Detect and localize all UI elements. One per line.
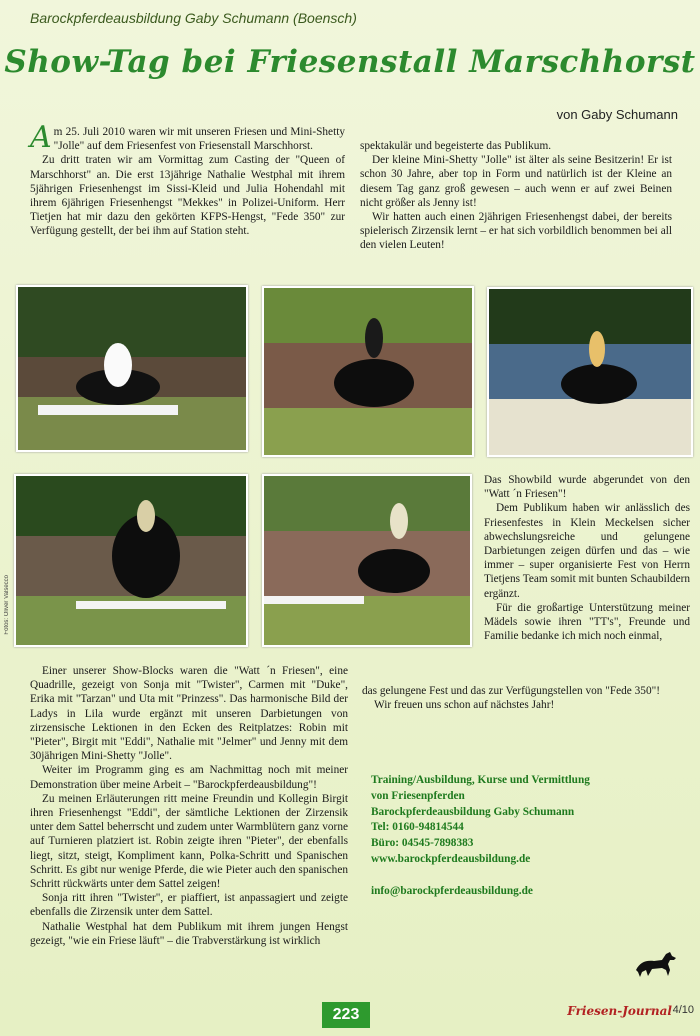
- right-mid-paragraph-4: das gelungene Fest und das zur Verfügungstellen von "Fede 350"!: [362, 685, 660, 697]
- intro-paragraph-2: Zu dritt traten wir am Vormittag zum Casting der "Queen of Marschhorst" an. Die erst 13jährige Nathalie Westphal mit ihrem 5jährigen Friesenhengst im Sissi-Kleid und Julia Hohendahl mit ihrem 6jährigen Friesenhengst "Mekkes" in Polizei-Uniform. Herr Tietjen hat mir dazu den gekörten KFPS-Hengst, "Fede 350" zur Verfügung gestellt, der bei ihm auf Station steht.: [30, 154, 345, 238]
- body-paragraph-5: Nathalie Westphal hat dem Publikum mit ihrem jungen Hengst gezeigt, "wie ein Friese läuft" – die Trabverstärkung ist wirklich: [30, 920, 348, 947]
- photo-blonde-rider-black-horse: [487, 287, 693, 457]
- horse-silhouette-icon: [632, 948, 682, 978]
- left-body-column: [30, 664, 348, 948]
- page-number: 223: [322, 1002, 370, 1028]
- intro-right-paragraph-2: Der kleine Mini-Shetty "Jolle" ist älter als seine Besitzerin! Er ist schon 30 Jahre, aber top in Form und natürlich ist der Kleine an diesem Tag ganz groß gewesen – auch wenn er auf zwei Beinen nicht größer als Jenny ist!: [360, 154, 672, 209]
- right-mid-paragraph-2: Dem Publikum haben wir anlässlich des Friesenfestes in Klein Meckelsen sicher abwechslungsreiche und gelungene Darbietungen zeigen dürfen und das – wie immer – super organisierte Fest von Herrn Tietjens Team somit mit bunten Schaubildern ergänzt.: [484, 502, 690, 600]
- right-middle-inline: [362, 684, 690, 712]
- intro-right-paragraph-1: spektakulär und begeisterte das Publikum.: [360, 140, 552, 152]
- intro-right-paragraph-3: Wir hatten auch einen 2jährigen Friesenhengst dabei, der bereits spielerisch Zirzensik lernt – er hat sich vorbildlich benommen bei all den vielen Leuten!: [360, 211, 672, 252]
- body-paragraph-4: Sonja ritt ihren "Twister", er piaffiert, ist anpassagiert und zeigte ebenfalls die Zirzensik unter dem Sattel.: [30, 892, 348, 919]
- contact-block: [371, 773, 590, 900]
- right-mid-paragraph-5: Wir freuen uns schon auf nächstes Jahr!: [374, 699, 555, 712]
- contact-phone: Tel: 0160-94814544: [371, 821, 464, 834]
- photo-credit: Fotos: Oliver Valsecco: [4, 575, 10, 635]
- journal-logo: Friesen-Journal: [567, 1004, 672, 1018]
- right-mid-paragraph-1: Das Showbild wurde abgerundet von den "Watt ´n Friesen"!: [484, 474, 690, 501]
- photo-sissi-dress-rider: [16, 285, 248, 452]
- contact-office: Büro: 04545-7898383: [371, 837, 474, 850]
- contact-line-friesians: von Friesenpferden: [371, 789, 465, 802]
- body-paragraph-2: Weiter im Programm ging es am Nachmittag noch mit meiner Demonstration über meine Arbeit – "Barockpferdeausbildung"!: [30, 764, 348, 791]
- body-paragraph-3: Zu meinen Erläuterungen ritt meine Freundin und Kollegin Birgit ihren Friesenhengst "Eddi", der sämtliche Lektionen der Zirzensik unter dem Sattel beherrscht und zudem unter Warmblütern ganz vorne auf Turnieren platziert ist. Robin zeigte ihren "Pieter", der ebenfalls liegt, sitzt, steigt, Kompliment kann, Polka-Schritt und Spanischen Schritt. Es gibt nur wenige Pferde, die wie Pieter auch den spanischen Schritt rückwärts unter dem Sattel zeigen!: [30, 792, 348, 891]
- article-title: Show-Tag bei Friesenstall Marschhorst: [4, 44, 696, 80]
- contact-email-link[interactable]: info@barockpferdeausbildung.de: [371, 884, 533, 897]
- right-mid-paragraph-3: Für die großartige Unterstützung meiner Mädels sowie ihren "TT's", Freunde und Familie bedanke ich mich noch einmal,: [484, 601, 690, 643]
- intro-paragraph-1: Am 25. Juli 2010 waren wir mit unseren Friesen und Mini-Shetty "Jolle" auf dem Friesenfest von Friesenstall Marschhorst.: [30, 120, 345, 155]
- photo-rider-rearing-friesian: [262, 286, 474, 457]
- issue-number: 4/10: [672, 1004, 694, 1016]
- photo-police-uniform-trot: [262, 474, 472, 647]
- author-byline: von Gaby Schumann: [556, 107, 678, 122]
- contact-line-services: Training/Ausbildung, Kurse und Vermittlung: [371, 774, 590, 786]
- contact-website-link[interactable]: www.barockpferdeausbildung.de: [371, 852, 531, 865]
- intro-right-column: [360, 139, 672, 253]
- intro-left-column: [30, 120, 345, 239]
- right-middle-column: [484, 473, 690, 643]
- contact-line-company: Barockpferdeausbildung Gaby Schumann: [371, 805, 575, 818]
- section-header: Barockpferdeausbildung Gaby Schumann (Boensch): [30, 10, 357, 26]
- body-paragraph-1: Einer unserer Show-Blocks waren die "Watt ´n Friesen", eine Quadrille, gezeigt von Sonja mit "Twister", Carmen mit "Duke", Erika mit "Tarzan" und Uta mit "Prinzess". Das harmonische Bild der Ladys in Lila wurde ergänzt mit unseren Darbietungen von zirzensische Lektionen in den Ecken des Reitplatzes: Robin mit "Pieter", Birgit mit "Eddi", Nathalie mit "Jelmer" und Jenny mit dem 30jährigen Mini-Shetty "Jolle".: [30, 665, 348, 763]
- drop-cap: A: [30, 120, 52, 155]
- photo-police-uniform-rearing: [14, 474, 248, 647]
